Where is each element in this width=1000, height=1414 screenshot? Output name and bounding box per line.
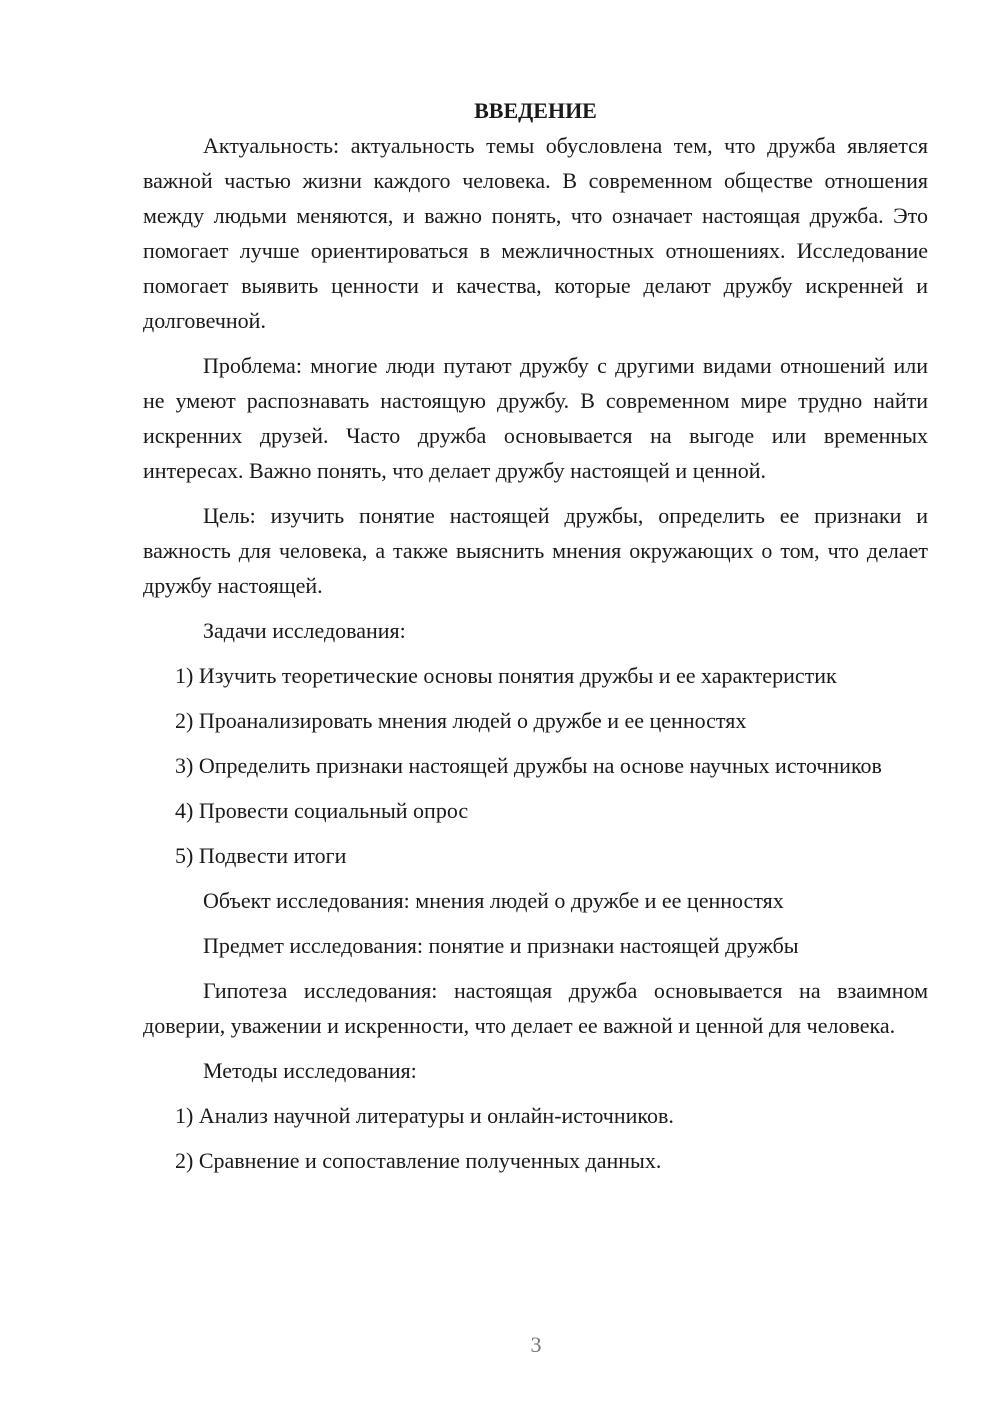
tasks-heading: Задачи исследования:	[203, 618, 406, 643]
task-item: 3) Определить признаки настоящей дружбы на основе научных источников	[175, 753, 882, 778]
relevance-paragraph: Актуальность: актуальность темы обусловлена тем, что дружба является важной частью жизни каждого человека. В современном обществе отношения между людьми меняются, и важно понять, что означает настоящая дружба. Это помогает лучше ориентироваться в межличностных отношениях. Исследование помогает выявить ценности и качества, которые делают дружбу искренней и долговечной.	[143, 133, 928, 333]
page-content	[143, 93, 928, 1188]
task-item: 5) Подвести итоги	[175, 843, 347, 868]
object-line: Объект исследования: мнения людей о дружбе и ее ценностях	[203, 888, 784, 913]
task-item: 2) Проанализировать мнения людей о дружбе и ее ценностях	[175, 708, 747, 733]
goal-paragraph: Цель: изучить понятие настоящей дружбы, определить ее признаки и важность для человека, а также выяснить мнения окружающих о том, что делает дружбу настоящей.	[143, 503, 928, 598]
page-number: 3	[530, 1332, 542, 1357]
method-item: 1) Анализ научной литературы и онлайн-источников.	[175, 1103, 674, 1128]
methods-heading: Методы исследования:	[203, 1058, 417, 1083]
task-item: 4) Провести социальный опрос	[175, 798, 469, 823]
problem-paragraph: Проблема: многие люди путают дружбу с другими видами отношений или не умеют распознавать настоящую дружбу. В современном мире трудно найти искренних друзей. Часто дружба основывается на выгоде или временных интересах. Важно понять, что делает дружбу настоящей и ценной.	[143, 353, 928, 483]
hypothesis-paragraph: Гипотеза исследования: настоящая дружба основывается на взаимном доверии, уважении и искренности, что делает ее важной и ценной для человека.	[143, 978, 928, 1038]
task-item: 1) Изучить теоретические основы понятия дружбы и ее характеристик	[175, 663, 837, 688]
subject-line: Предмет исследования: понятие и признаки настоящей дружбы	[203, 933, 799, 958]
section-title: ВВЕДЕНИЕ	[474, 98, 597, 123]
method-item: 2) Сравнение и сопоставление полученных данных.	[175, 1148, 662, 1173]
